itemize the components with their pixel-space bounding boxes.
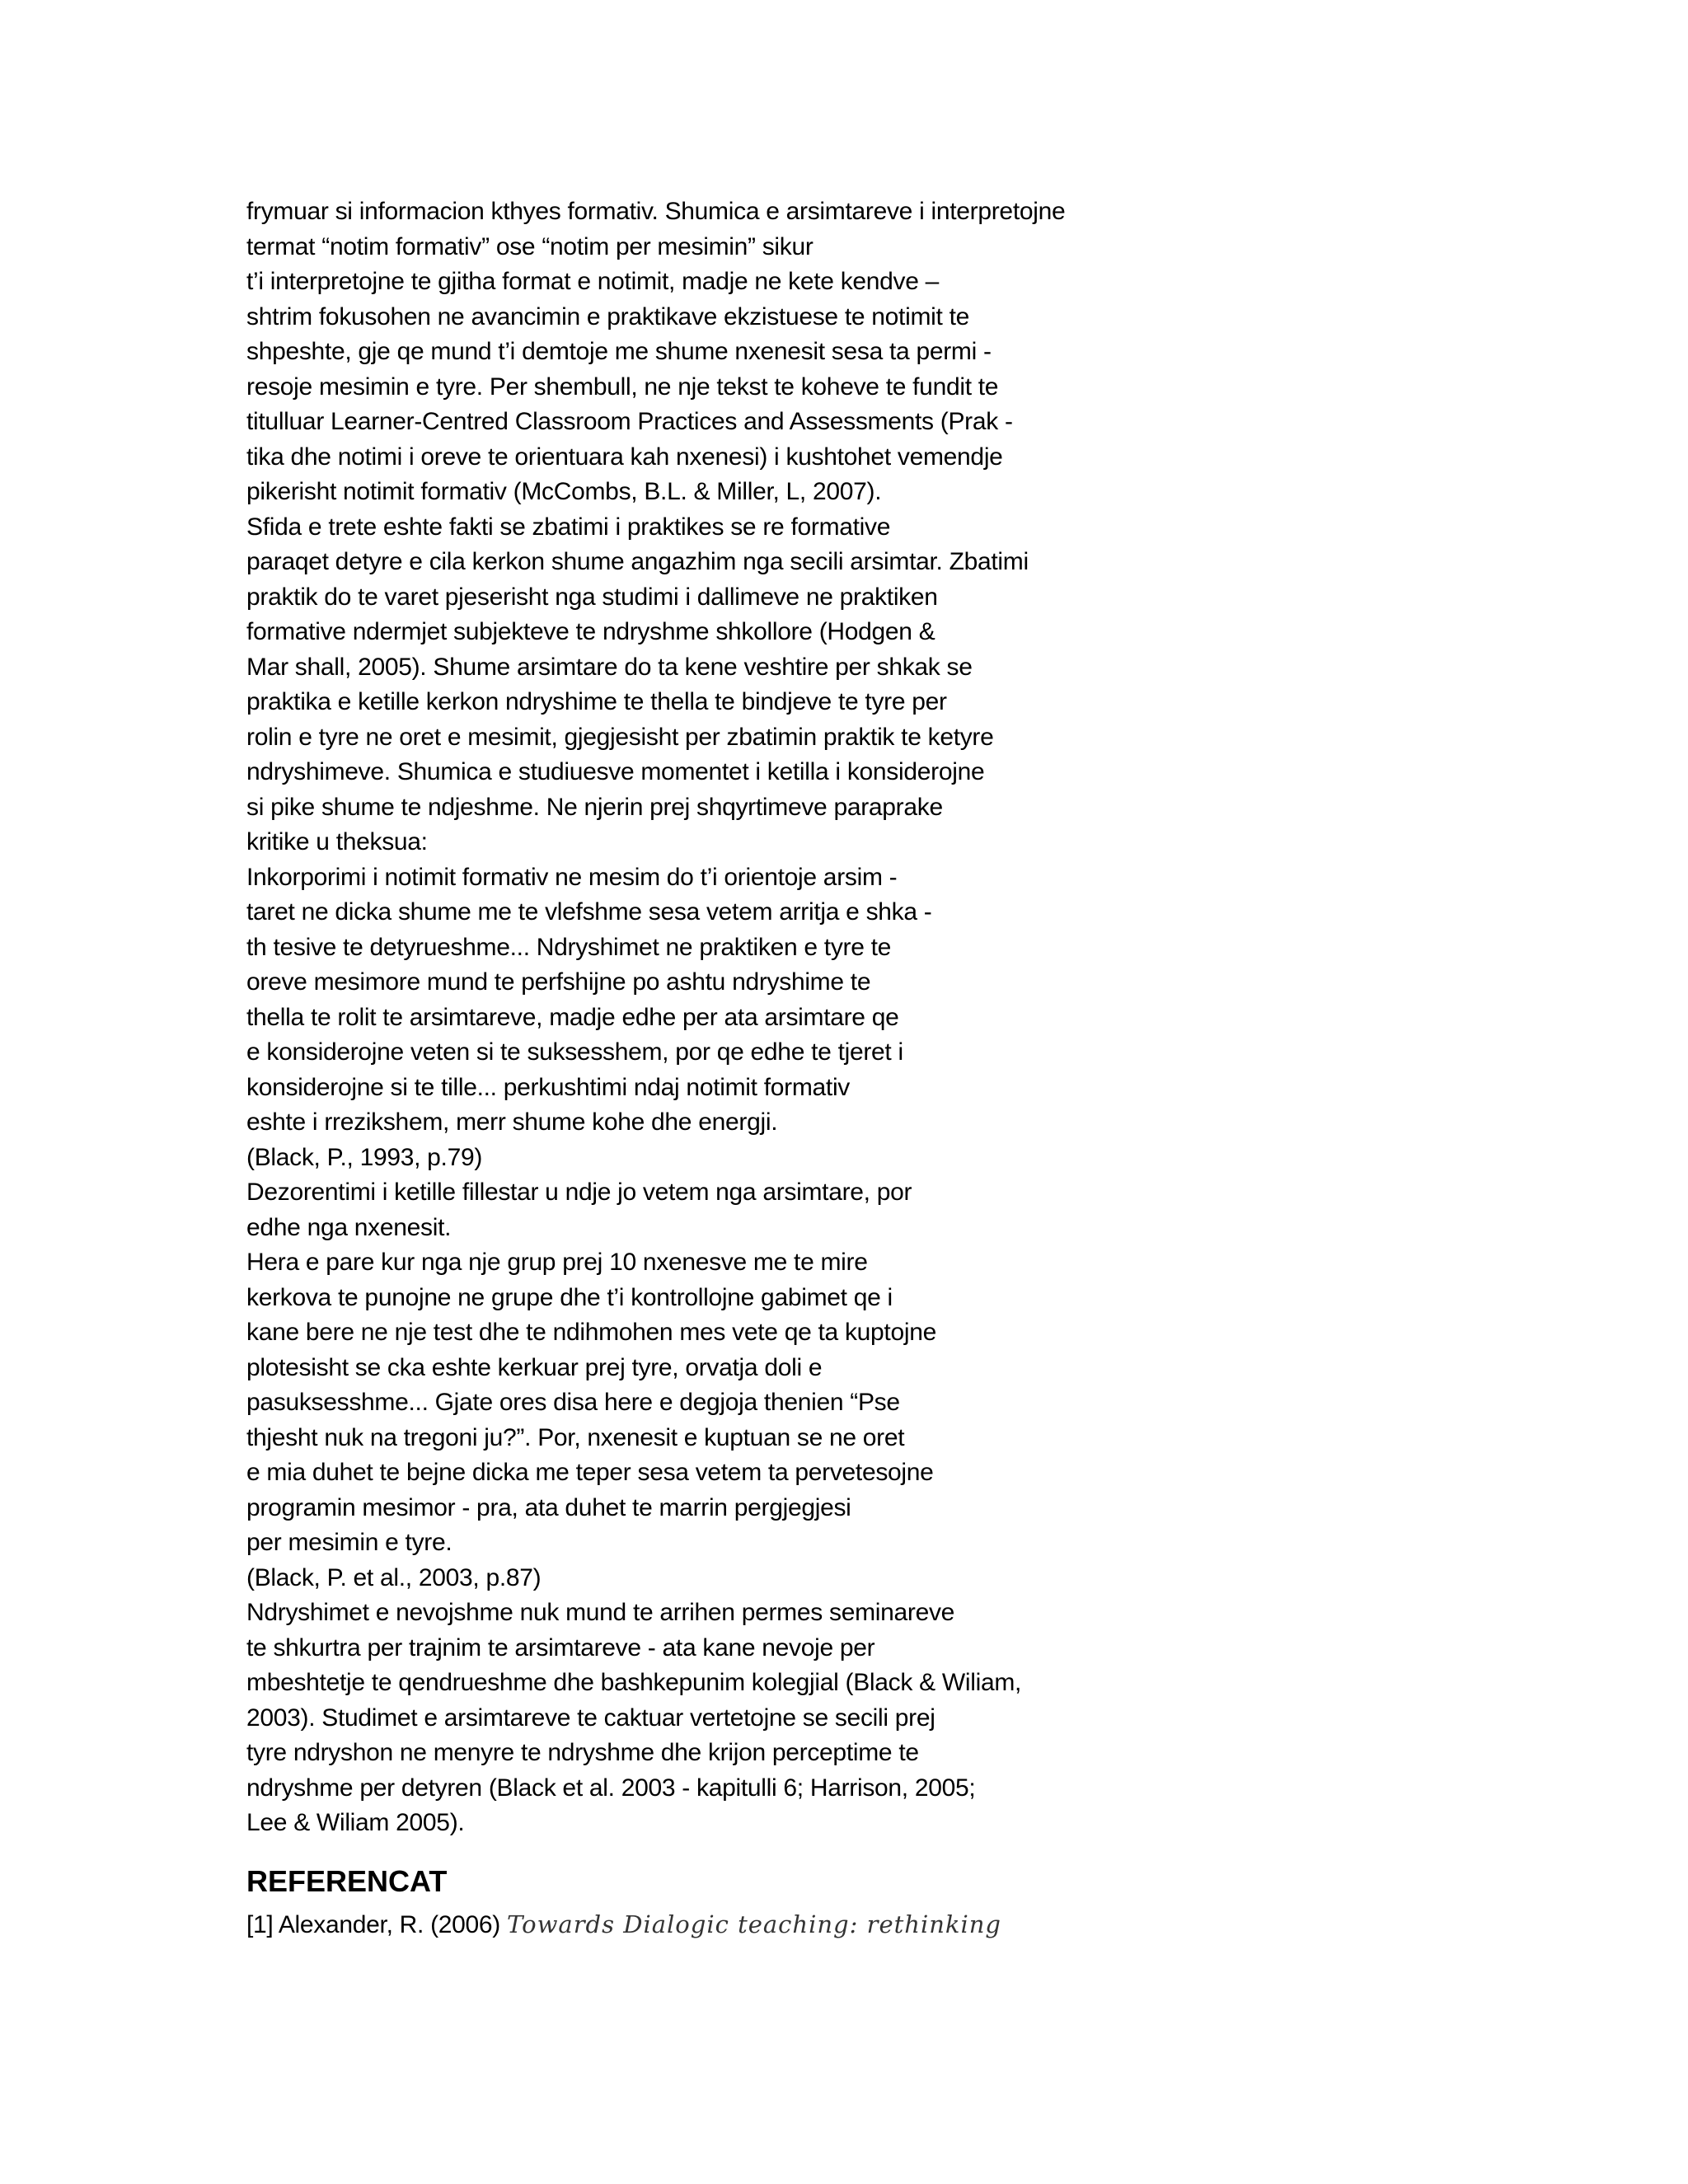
text-line: te shkurtra per trajnim te arsimtareve - ata kane nevoje per [246, 1633, 875, 1661]
text-line: Inkorporimi i notimit formativ ne mesim do t’i orientoje arsim - [246, 863, 898, 891]
text-line: mbeshtetje te qendrueshme dhe bashkepunim kolegjial (Black & Wiliam, [246, 1669, 1022, 1696]
text-line: konsiderojne si te tille... perkushtimi ndaj notimit formativ [246, 1073, 851, 1101]
text-line: tyre ndryshon ne menyre te ndryshme dhe krijon perceptime te [246, 1739, 919, 1766]
text-line: Lee & Wiliam 2005). [246, 1809, 465, 1836]
text-line: e konsiderojne veten si te suksesshem, por qe edhe te tjeret i [246, 1038, 903, 1066]
text-line: tika dhe notimi i oreve te orientuara kah nxenesi) i kushtohet vemendje [246, 443, 1003, 471]
text-line: thella te rolit te arsimtareve, madje edhe per ata arsimtare qe [246, 1003, 899, 1031]
text-line: per mesimin e tyre. [246, 1529, 452, 1556]
text-line: rolin e tyre ne oret e mesimit, gjegjesisht per zbatimin praktik te ketyre [246, 723, 994, 751]
reference-title: Towards Dialogic teaching: rethinking [507, 1910, 1001, 1938]
text-line: 2003). Studimet e arsimtareve te caktuar vertetojne se secili prej [246, 1704, 935, 1732]
text-line: resoje mesimin e tyre. Per shembull, ne nje tekst te koheve te fundit te [246, 373, 999, 401]
text-line: (Black, P. et al., 2003, p.87) [246, 1563, 542, 1591]
text-line: eshte i rrezikshem, merr shume kohe dhe energji. [246, 1108, 778, 1136]
text-line: frymuar si informacion kthyes formativ. Shumica e arsimtareve i interpretojne [246, 198, 1066, 225]
text-line: ndryshme per detyren (Black et al. 2003 - kapitulli 6; Harrison, 2005; [246, 1774, 976, 1802]
text-line: shpeshte, gje qe mund t’i demtoje me shume nxenesit sesa ta permi - [246, 338, 992, 365]
text-line: e mia duhet te bejne dicka me teper sesa vetem ta pervetesojne [246, 1459, 934, 1486]
text-line: programin mesimor - pra, ata duhet te marrin pergjegjesi [246, 1493, 851, 1521]
text-line: ndryshimeve. Shumica e studiuesve momentet i ketilla i konsiderojne [246, 758, 985, 785]
body-text [246, 194, 1318, 1841]
text-line: th tesive te detyrueshme... Ndryshimet ne praktiken e tyre te [246, 933, 892, 961]
text-line: (Black, P., 1993, p.79) [246, 1143, 483, 1171]
text-line: plotesisht se cka eshte kerkuar prej tyre, orvatja doli e [246, 1353, 823, 1381]
text-line: oreve mesimore mund te perfshijne po ashtu ndryshime te [246, 968, 871, 996]
text-line: t’i interpretojne te gjitha format e notimit, madje ne kete kendve – [246, 268, 940, 295]
text-line: kerkova te punojne ne grupe dhe t’i kontrollojne gabimet qe i [246, 1283, 893, 1311]
reference-author: [1] Alexander, R. (2006) [246, 1911, 508, 1938]
text-line: taret ne dicka shume me te vlefshme sesa vetem arritja e shka - [246, 898, 932, 926]
text-line: termat “notim formativ” ose “notim per mesimin” sikur [246, 232, 814, 260]
text-line: Mar shall, 2005). Shume arsimtare do ta kene veshtire per shkak se [246, 653, 973, 681]
text-line: edhe nga nxenesit. [246, 1213, 452, 1241]
text-line: formative ndermjet subjekteve te ndryshme shkollore (Hodgen & [246, 618, 935, 645]
text-line: titulluar Learner-Centred Classroom Practices and Assessments (Prak - [246, 408, 1013, 435]
text-line: Hera e pare kur nga nje grup prej 10 nxenesve me te mire [246, 1249, 868, 1276]
text-line: pikerisht notimit formativ (McCombs, B.L. & Miller, L, 2007). [246, 478, 882, 505]
text-line: pasuksesshme... Gjate ores disa here e degjoja thenien “Pse [246, 1389, 900, 1416]
text-line: shtrim fokusohen ne avancimin e praktikave ekzistuese te notimit te [246, 302, 970, 330]
text-line: Sfida e trete eshte fakti se zbatimi i praktikes se re formative [246, 513, 891, 541]
text-line: Dezorentimi i ketille fillestar u ndje jo vetem nga arsimtare, por [246, 1179, 912, 1206]
text-line: Ndryshimet e nevojshme nuk mund te arrihen permes seminareve [246, 1599, 955, 1626]
text-line: paraqet detyre e cila kerkon shume angazhim nga secili arsimtar. Zbatimi [246, 548, 1029, 575]
text-line: thjesht nuk na tregoni ju?”. Por, nxenesit e kuptuan se ne oret [246, 1423, 905, 1451]
text-line: praktik do te varet pjeserisht nga studimi i dallimeve ne praktiken [246, 583, 938, 611]
references-heading: REFERENCAT [246, 1864, 448, 1898]
text-line: si pike shume te ndjeshme. Ne njerin prej shqyrtimeve paraprake [246, 793, 943, 821]
reference-item [246, 1907, 1001, 1943]
text-line: kritike u theksua: [246, 828, 428, 855]
text-line: kane bere ne nje test dhe te ndihmohen mes vete qe ta kuptojne [246, 1319, 936, 1346]
text-line: praktika e ketille kerkon ndryshime te thella te bindjeve te tyre per [246, 688, 947, 715]
